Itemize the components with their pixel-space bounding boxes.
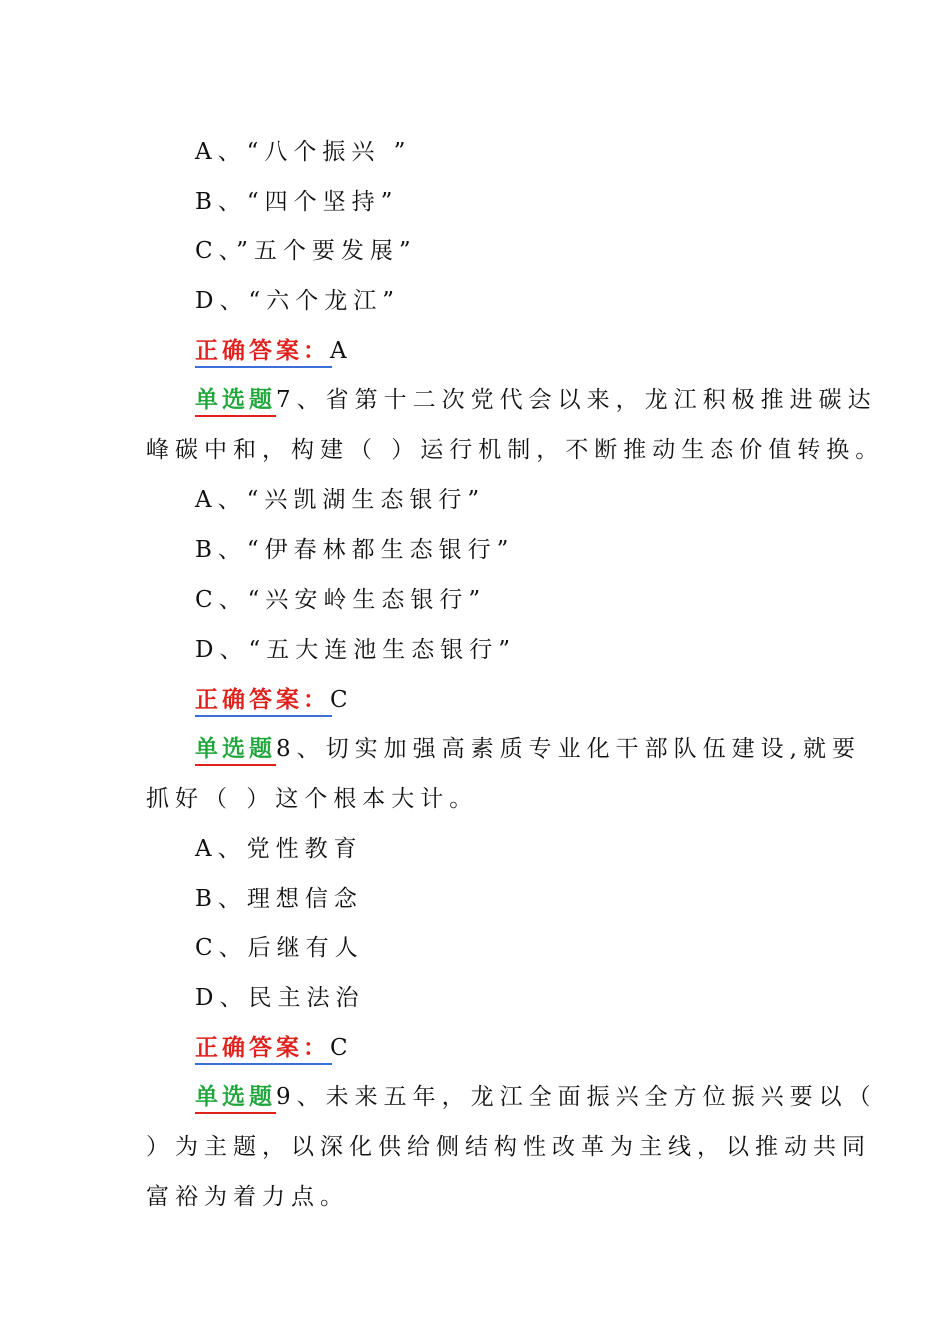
q6-option-a: A、“八个振兴 ” — [195, 139, 412, 165]
q8-stem-line2: 抓好（ ）这个根本大计。 — [146, 786, 479, 812]
q7-answer — [195, 685, 350, 715]
q8-option-b: B、理想信念 — [195, 886, 363, 912]
question-type-label: 单选题 — [195, 736, 276, 762]
answer-value: C — [330, 687, 350, 713]
q7-stem-line1 — [195, 385, 877, 415]
q8-option-c: C、后继有人 — [195, 935, 364, 961]
question-type-label: 单选题 — [195, 1084, 276, 1110]
q7-option-a: A、“兴凯湖生态银行” — [195, 487, 486, 513]
q8-answer — [195, 1033, 350, 1063]
question-text: 9、未来五年，龙江全面振兴全方位振兴要以（ — [276, 1084, 877, 1110]
q7-option-d: D、“五大连池生态银行” — [195, 637, 516, 663]
q6-option-d: D、“六个龙江” — [195, 288, 400, 314]
q8-option-a: A、党性教育 — [195, 836, 363, 862]
q6-option-c: C、”五个要发展” — [195, 238, 417, 264]
q7-stem-line2: 峰碳中和，构建（ ）运行机制，不断推动生态价值转换。 — [146, 437, 885, 463]
answer-value: C — [330, 1035, 350, 1061]
q9-stem-line3: 富裕为着力点。 — [146, 1184, 349, 1210]
answer-label: 正确答案： — [195, 687, 330, 713]
question-type-label: 单选题 — [195, 387, 276, 413]
q7-option-c: C、“兴安岭生态银行” — [195, 587, 487, 613]
q8-stem-line1 — [195, 734, 861, 764]
q9-stem-line1 — [195, 1082, 877, 1112]
question-text: 7、省第十二次党代会以来，龙江积极推进碳达 — [276, 387, 877, 413]
answer-label: 正确答案： — [195, 1035, 330, 1061]
q6-option-b: B、“四个坚持” — [195, 189, 399, 215]
q7-option-b: B、“伊春林都生态银行” — [195, 537, 515, 563]
answer-value: A — [330, 338, 349, 364]
q9-stem-line2: ）为主题，以深化供给侧结构性改革为主线，以推动共同 — [146, 1134, 871, 1160]
answer-label: 正确答案： — [195, 338, 330, 364]
question-text: 8、切实加强高素质专业化干部队伍建设,就要 — [276, 736, 861, 762]
q6-answer — [195, 336, 349, 366]
q8-option-d: D、民主法治 — [195, 985, 365, 1011]
